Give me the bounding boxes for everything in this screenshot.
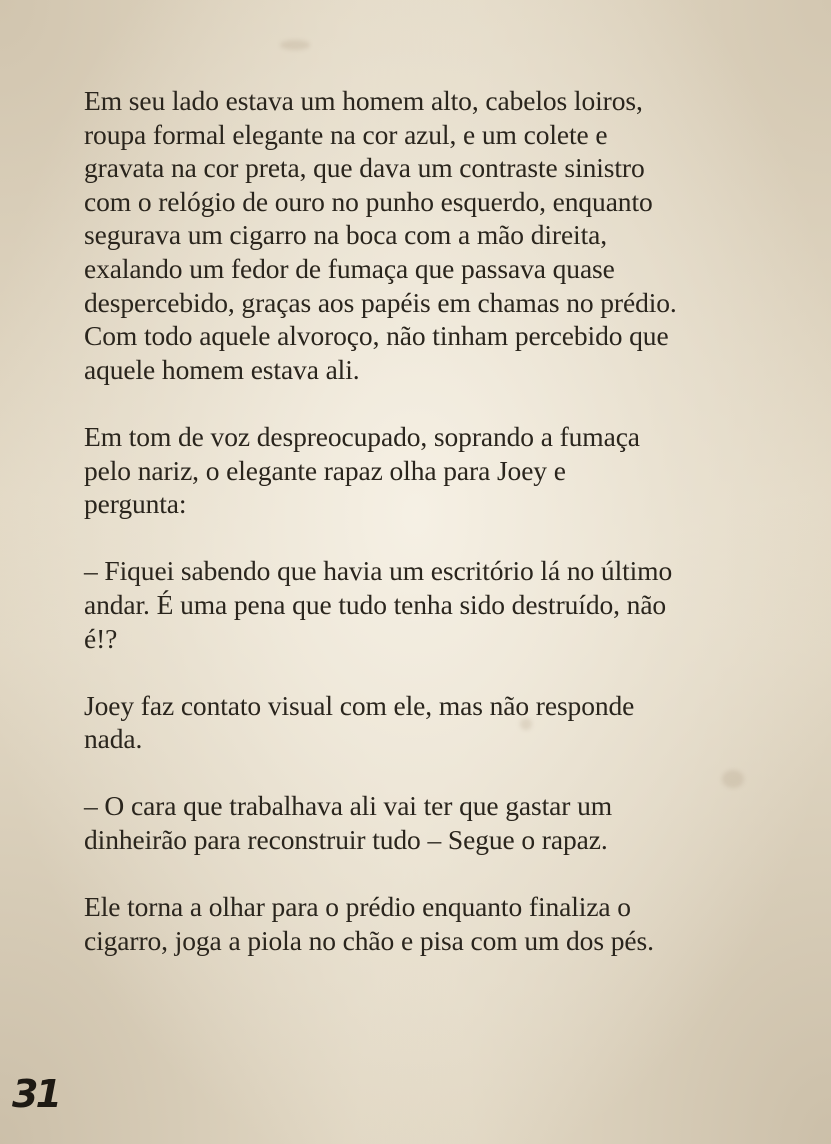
paragraph: Em tom de voz despreocupado, soprando a fumaça pelo nariz, o elegante rapaz olha para Joey e pergunta: xyxy=(84,420,640,520)
paragraph: Em seu lado estava um homem alto, cabelos loiros, roupa formal elegante na cor azul, e um colete e gravata na cor preta, que dava um contraste sinistro com o relógio de ouro no punho esquerdo, enquanto segurava um cigarro na boca com a mão direita, exalando um fedor de fumaça que passava quase despercebido, graças aos papéis em chamas no prédio. Com todo aquele alvoroço, não tinham percebido que aquele homem estava ali. xyxy=(84,85,677,385)
body-text xyxy=(84,84,764,991)
paragraph: Ele torna a olhar para o prédio enquanto finaliza o cigarro, joga a piola no chão e pisa com um dos pés. xyxy=(84,891,654,956)
paper-stain xyxy=(280,40,310,50)
page-number: 31 xyxy=(12,1072,59,1116)
paragraph: – O cara que trabalhava ali vai ter que gastar um dinheirão para reconstruir tudo – Segue o rapaz. xyxy=(84,790,613,856)
paragraph: Joey faz contato visual com ele, mas não responde nada. xyxy=(84,689,635,755)
paragraph: – Fiquei sabendo que havia um escritório lá no último andar. É uma pena que tudo tenha sido destruído, não é!? xyxy=(84,555,673,654)
